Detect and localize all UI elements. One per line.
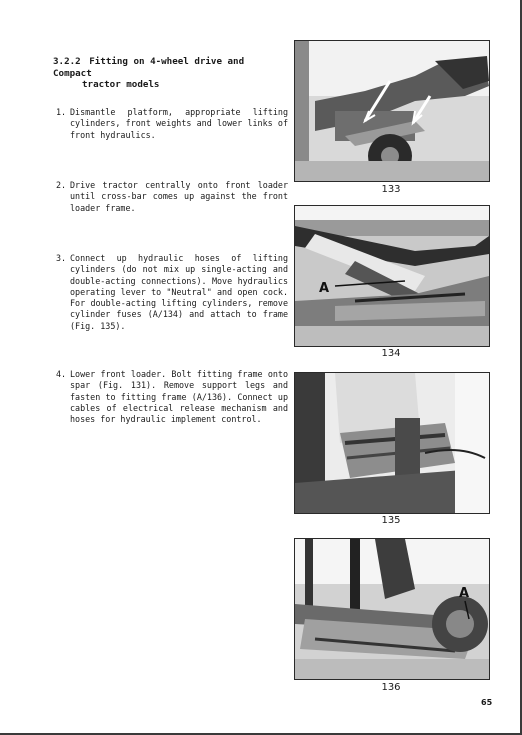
step-item	[56, 369, 288, 425]
figure-136-label-a: A	[459, 586, 470, 601]
figure-133-caption: 133	[381, 184, 401, 195]
step-number: 4.	[56, 369, 67, 379]
step-number: 3.	[56, 253, 67, 263]
step-item	[56, 107, 288, 141]
figure-135-caption: 135	[381, 515, 401, 526]
step-number: 2.	[56, 180, 67, 190]
figure-133-photo	[294, 40, 490, 182]
step-number: 1.	[56, 107, 67, 117]
section-title-line2: tractor models	[82, 79, 160, 90]
step-item	[56, 253, 288, 332]
figure-135-photo	[294, 372, 490, 514]
figure-134-label-a: A	[319, 281, 330, 296]
step-text: Drive tractor centrally onto front loader until cross-bar comes up against the front loader frame.	[70, 180, 288, 213]
figure-134-photo	[294, 205, 490, 347]
step-text: Dismantle platform, appropriate lifting cylinders, front weights and lower links of front hydraulics.	[70, 107, 288, 140]
step-item	[56, 180, 288, 214]
page-number: 65	[481, 698, 493, 707]
figure-136-photo	[294, 538, 490, 680]
section-title-line1: Fitting on 4-wheel drive and Compact	[53, 56, 245, 79]
step-text: Lower front loader. Bolt fitting frame onto spar (Fig. 131). Remove support legs and fasten to fitting frame (A/136). Connect up cables of electrical release mechanism and hoses for hydraulic implement control.	[70, 369, 288, 425]
section-heading	[53, 56, 283, 91]
step-text: Connect up hydraulic hoses of lifting cylinders (do not mix up single-acting and double-acting connections). Move hydraulics operating lever to "Neutral" and open cock. For double-acting lifting cylinders, remove cylinder fuses (A/134) and attach to frame (Fig. 135).	[70, 253, 288, 331]
figure-134-caption: 134	[381, 348, 401, 359]
section-number: 3.2.2	[53, 56, 81, 67]
figure-136-caption: 136	[381, 682, 401, 693]
